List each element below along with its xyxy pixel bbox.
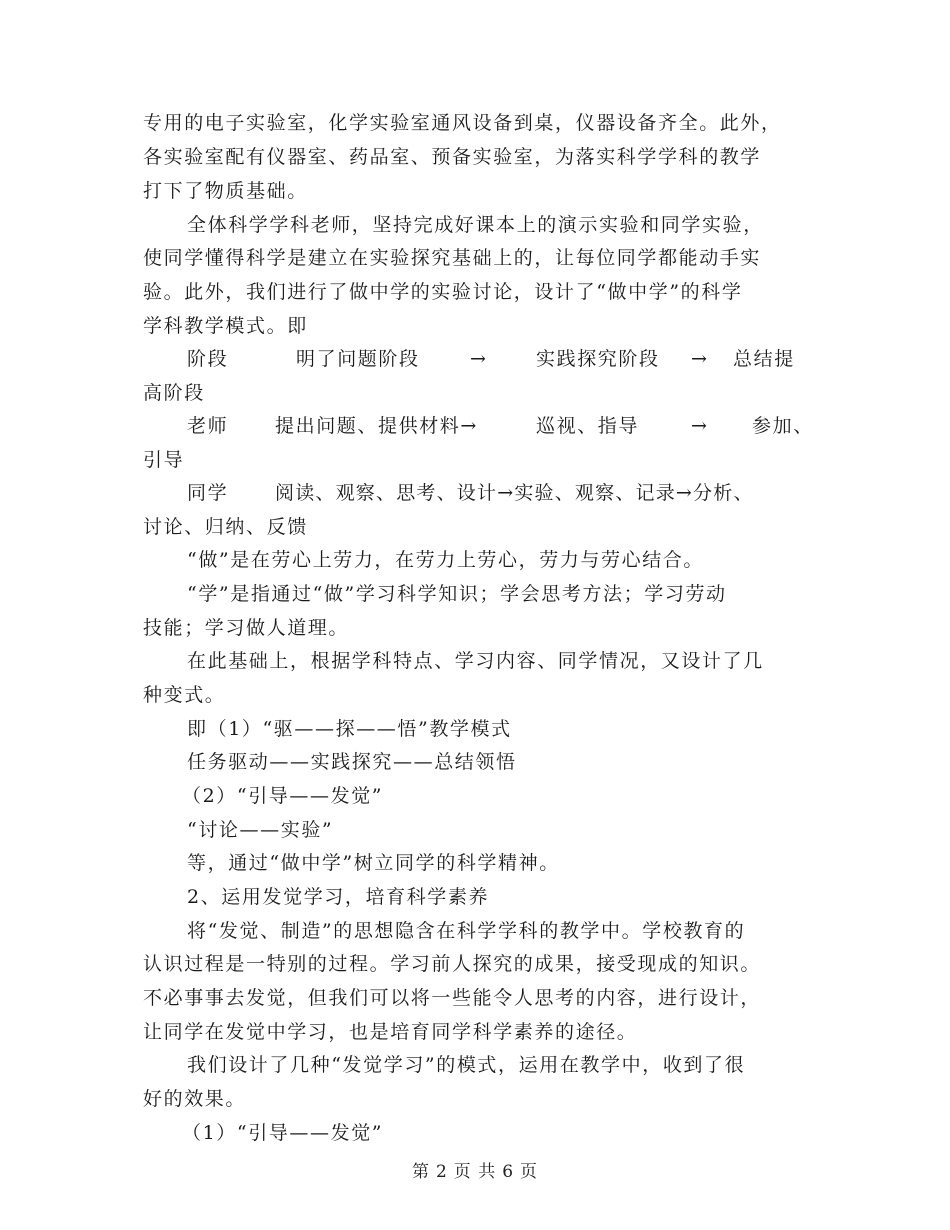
paragraph-line: 专用的电子实验室，化学实验室通风设备到桌，仪器设备齐全。此外， <box>143 112 782 134</box>
table-cell: 阅读、观察、思考、设计→实验、观察、记录→分析、 <box>275 482 754 504</box>
paragraph-line: 技能；学习做人道理。 <box>143 617 350 639</box>
paragraph-line: 任务驱动——实践探究——总结领悟 <box>187 751 517 773</box>
table-cell: 参加、 <box>752 415 814 437</box>
paragraph-line: 在此基础上，根据学科特点、学习内容、同学情况，又设计了几 <box>187 650 764 672</box>
page-footer <box>0 1157 950 1182</box>
paragraph-line: （2）“引导——发觉” <box>182 785 384 807</box>
footer-total-pages: 6 <box>502 1162 515 1182</box>
paragraph-line: 将“发觉、制造”的思想隐含在科学学科的教学中。学校教育的 <box>187 920 746 942</box>
footer-suffix: 页 <box>520 1162 539 1182</box>
table-cell: 巡视、指导 <box>536 415 640 437</box>
paragraph-line: 让同学在发觉中学习，也是培育同学科学素养的途径。 <box>143 1021 638 1043</box>
arrow-icon: → <box>691 348 709 370</box>
paragraph-line: 种变式。 <box>143 684 226 706</box>
footer-mid: 页 共 <box>453 1162 497 1182</box>
paragraph-line: （1）“引导——发觉” <box>182 1122 384 1144</box>
paragraph-line: 各实验室配有仪器室、药品室、预备实验室，为落实科学学科的教学 <box>143 146 762 168</box>
table-cell: 明了问题阶段 <box>296 348 420 370</box>
arrow-icon: → <box>470 348 488 370</box>
table-cell: 总结提 <box>733 348 795 370</box>
table-cell-wrap: 讨论、归纳、反馈 <box>143 516 308 538</box>
paragraph-line: 学科教学模式。即 <box>143 315 308 337</box>
table-cell: 实践探究阶段 <box>536 348 660 370</box>
table-cell: 老师 <box>187 415 229 437</box>
paragraph-line: “做”是在劳心上劳力，在劳力上劳心，劳力与劳心结合。 <box>187 549 705 571</box>
paragraph-line: 打下了物质基础。 <box>143 180 308 202</box>
arrow-icon: → <box>691 415 709 437</box>
paragraph-line: 不必事事去发觉，但我们可以将一些能令人思考的内容，进行设计， <box>143 987 762 1009</box>
paragraph-line: “学”是指通过“做”学习科学知识；学会思考方法；学习劳动 <box>187 583 727 605</box>
table-cell-wrap: 引导 <box>143 449 185 471</box>
table-cell: 同学 <box>187 482 229 504</box>
paragraph-line: 即（1）“驱——探——悟”教学模式 <box>187 718 512 740</box>
footer-prefix: 第 <box>411 1162 430 1182</box>
paragraph-line: 认识过程是一特别的过程。学习前人探究的成果，接受现成的知识。 <box>143 953 762 975</box>
paragraph-line: 好的效果。 <box>143 1088 247 1110</box>
paragraph-line: 使同学懂得科学是建立在实验探究基础上的，让每位同学都能动手实 <box>143 247 762 269</box>
paragraph-line: “讨论——实验” <box>187 819 334 841</box>
table-cell: 提出问题、提供材料→ <box>275 415 478 437</box>
paragraph-line: 等，通过“做中学”树立同学的科学精神。 <box>187 852 560 874</box>
table-cell: 阶段 <box>187 348 229 370</box>
paragraph-line: 全体科学学科老师，坚持完成好课本上的演示实验和同学实验， <box>187 214 764 236</box>
section-heading: 2、运用发觉学习，培育科学素养 <box>187 886 490 908</box>
footer-page-number: 2 <box>435 1162 448 1182</box>
table-cell-wrap: 高阶段 <box>143 382 205 404</box>
paragraph-line: 我们设计了几种“发觉学习”的模式，运用在教学中，收到了很 <box>187 1054 746 1076</box>
paragraph-line: 验。此外，我们进行了做中学的实验讨论，设计了“做中学”的科学 <box>143 281 743 303</box>
